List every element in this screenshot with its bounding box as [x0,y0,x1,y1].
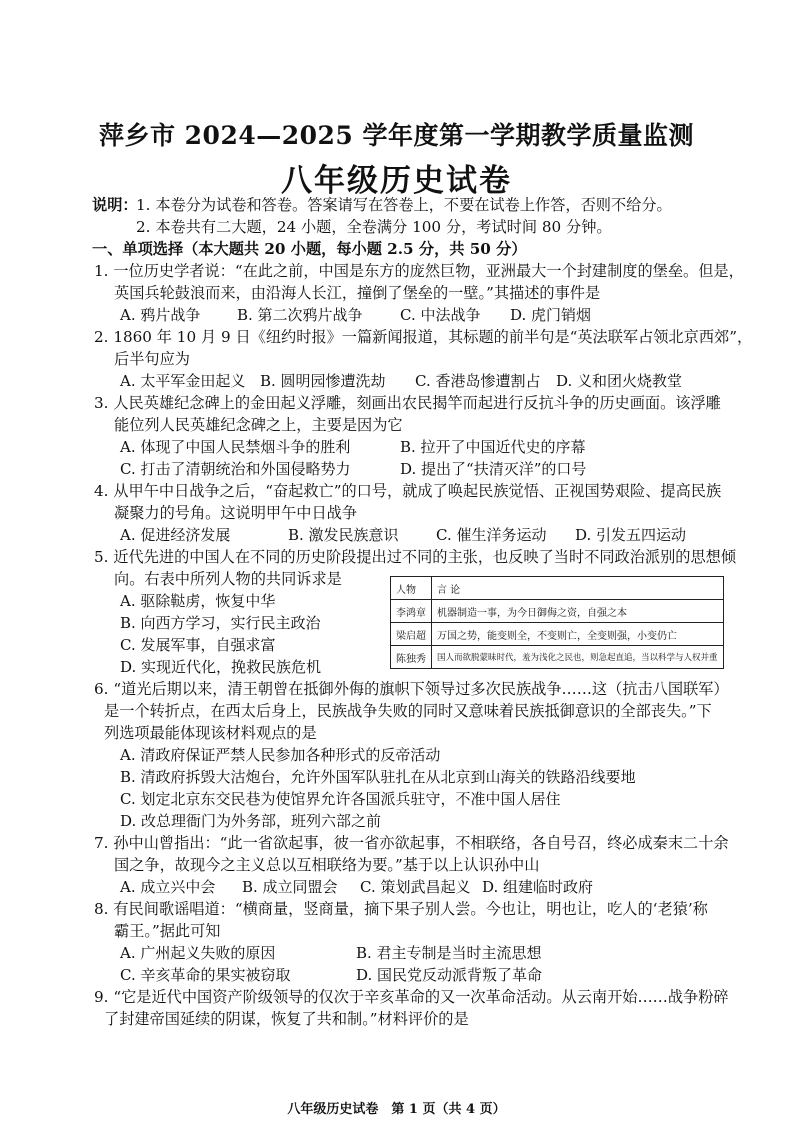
instruction-item-2: 2. 本卷共有二大题，24 小题，全卷满分 100 分，考试时间 80 分钟。 [136,218,612,236]
q8-option-b: B. 君主专制是当时主流思想 [356,944,542,962]
q7-option-b: B. 成立同盟会 [242,878,338,896]
question-1-line-2: 英国兵轮鼓浪而来，由沿海人长江，撞倒了堡垒的一壁。”其描述的事件是 [114,284,601,302]
q2-option-a: A. 太平军金田起义 [120,372,246,390]
q7-option-d: D. 组建临时政府 [482,878,594,896]
q7-option-a: A. 成立兴中会 [120,878,216,896]
instruction-item-1: 1. 本卷分为试卷和答卷。答案请写在答卷上，不要在试卷上作答，否则不给分。 [136,196,672,214]
question-8-line-1: 8. 有民间歌谣唱道：“横商量，竖商量，摘下果子别人尝。今也让，明也让，吃人的‘老猿’称 [94,900,708,918]
q6-option-b: B. 清政府拆毁大沽炮台，允许外国军队驻扎在从北京到山海关的铁路沿线要地 [120,768,636,786]
question-7-line-2: 国之争，故现今之主义总以互相联络为要。”基于以上认识孙中山 [114,856,540,874]
section-heading: 一、单项选择（本大题共 20 小题，每小题 2.5 分，共 50 分） [92,240,527,258]
q2-option-c: C. 香港岛惨遭割占 [415,372,541,390]
q5-option-b: B. 向西方学习，实行民主政治 [120,614,321,632]
q8-option-c: C. 辛亥革命的果实被窃取 [120,966,291,984]
q3-option-d: D. 提出了“扶清灭洋”的口号 [400,460,587,478]
question-6-line-2: 是一个转折点，在西太后身上，民族战争失败的同时又意味着民族抵御意识的全部丧失。”下 [104,702,712,720]
q6-option-d: D. 改总理衙门为外务部，班列六部之前 [120,812,382,830]
question-4-line-2: 凝聚力的号角。这说明甲午中日战争 [114,504,357,522]
q3-option-c: C. 打击了清朝统治和外国侵略势力 [120,460,351,478]
question-8-line-2: 霸王。”据此可知 [114,922,221,940]
table-cell-person: 陈独秀 [391,646,432,669]
question-7-line-1: 7. 孙中山曾指出：“此一省欲起事，彼一省亦欲起事，不相联络，各自号召，终必成秦末二十余 [94,834,729,852]
q1-option-b: B. 第二次鸦片战争 [237,306,363,324]
q8-option-a: A. 广州起义失败的原因 [120,944,276,962]
exam-subtitle: 八年级历史试卷 [281,163,512,199]
q4-option-d: D. 引发五四运动 [575,526,687,544]
q7-option-c: C. 策划武昌起义 [360,878,471,896]
q8-option-d: D. 国民党反动派背叛了革命 [356,966,543,984]
question-3-line-1: 3. 人民英雄纪念碑上的金田起义浮雕，刻画出农民揭竿而起进行反抗斗争的历史画面。该浮雕 [94,394,721,412]
question-1-line-1: 1. 一位历史学者说：“在此之前，中国是东方的庞然巨物，亚洲最大一个封建制度的堡垒。但是， [94,262,744,280]
table-row [391,600,724,623]
q5-option-c: C. 发展军事，自强求富 [120,636,276,654]
q4-option-c: C. 催生洋务运动 [436,526,547,544]
table-cell-quote: 机器制造一事，为今日御侮之资，自强之本 [432,600,724,623]
table-header-row [391,577,724,600]
q1-option-c: C. 中法战争 [400,306,481,324]
q6-option-a: A. 清政府保证严禁人民参加各种形式的反帝活动 [120,746,441,764]
table-cell-quote: 万国之势，能变则全，不变则亡，全变则强，小变仍亡 [432,623,724,646]
q3-option-a: A. 体现了中国人民禁烟斗争的胜利 [120,438,351,456]
quotes-table [390,576,724,669]
question-5-line-2: 向。右表中所列人物的共同诉求是 [114,570,342,588]
q2-option-b: B. 圆明园惨遭洗劫 [260,372,386,390]
table-cell-quote: 国人而欲脱蒙昧时代，羞为浅化之民也，则急起直追，当以科学与人权并重 [432,646,724,669]
table-header-cell: 人物 [391,577,432,600]
q4-option-b: B. 激发民族意识 [288,526,399,544]
table-cell-person: 李鸿章 [391,600,432,623]
table-header-cell: 言 论 [432,577,724,600]
question-4-line-1: 4. 从甲午中日战争之后，“奋起救亡”的口号，就成了唤起民族觉悟、正视国势艰险、提高民族 [94,482,722,500]
question-5-line-1: 5. 近代先进的中国人在不同的历史阶段提出过不同的主张，也反映了当时不同政治派别的思想倾 [94,548,737,566]
table-cell-person: 梁启超 [391,623,432,646]
question-3-line-2: 能位列人民英雄纪念碑之上，主要是因为它 [114,416,403,434]
q5-option-a: A. 驱除鞑虏，恢复中华 [120,592,276,610]
q3-option-b: B. 拉开了中国近代史的序幕 [400,438,586,456]
question-9-line-1: 9. “它是近代中国资产阶级领导的仅次于辛亥革命的又一次革命活动。从云南开始……战争粉碎 [94,988,729,1006]
table-row [391,646,724,669]
q2-option-d: D. 义和团火烧教堂 [556,372,683,390]
instructions-label: 说明： [92,196,138,214]
exam-title: 萍乡市 2024—2025 学年度第一学期教学质量监测 [98,121,695,150]
table-row [391,623,724,646]
page-footer: 八年级历史试卷 第 1 页（共 4 页） [287,1102,506,1117]
q1-option-a: A. 鸦片战争 [120,306,201,324]
q5-option-d: D. 实现近代化，挽救民族危机 [120,658,322,676]
q6-option-c: C. 划定北京东交民巷为使馆界允许各国派兵驻守，不准中国人居住 [120,790,561,808]
question-2-line-1: 2. 1860 年 10 月 9 日《纽约时报》一篇新闻报道，其标题的前半句是“英法联军占领北京西郊”， [94,328,753,346]
question-9-line-2: 了封建帝国延续的阴谋，恢复了共和制。”材料评价的是 [104,1010,469,1028]
question-2-line-2: 后半句应为 [114,350,190,368]
question-6-line-1: 6. “道光后期以来，清王朝曾在抵御外侮的旗帜下领导过多次民族战争……这（抗击八国联军） [94,680,729,698]
q1-option-d: D. 虎门销烟 [510,306,592,324]
question-6-line-3: 列选项最能体现该材料观点的是 [104,724,317,742]
q4-option-a: A. 促进经济发展 [120,526,231,544]
